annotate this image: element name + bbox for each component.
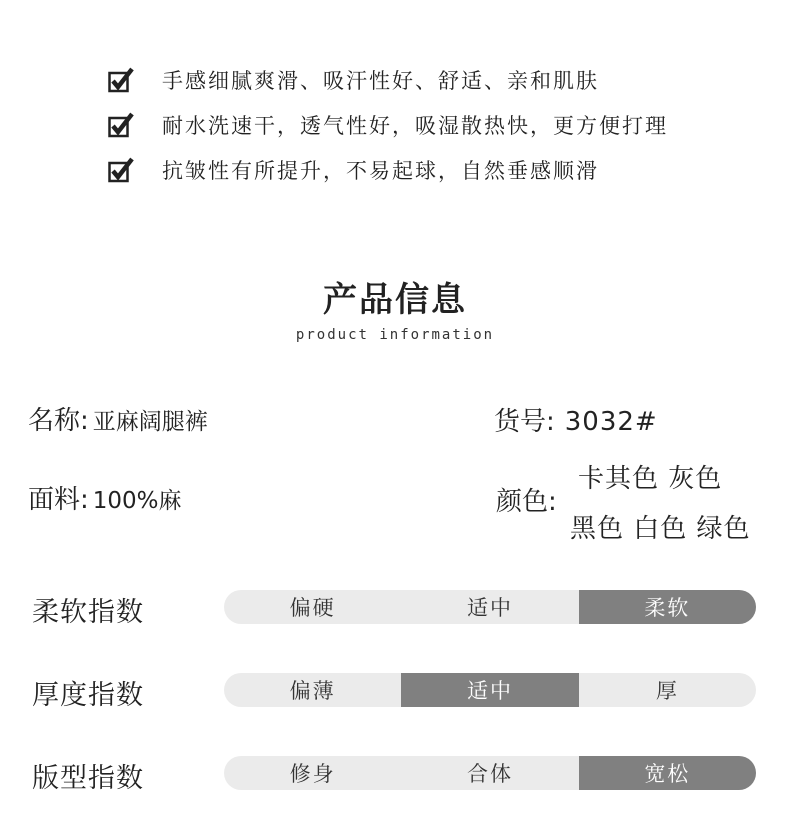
thickness-option-selected: 适中 xyxy=(401,673,578,707)
softness-label: 柔软指数 xyxy=(32,597,144,628)
feature-list xyxy=(108,57,668,192)
softness-option: 偏硬 xyxy=(289,596,336,620)
check-icon xyxy=(108,67,134,93)
fit-scale xyxy=(224,756,756,790)
product-colors-line2: 黑色 白色 绿色 xyxy=(570,514,751,544)
thickness-option: 厚 xyxy=(655,679,679,703)
product-sku xyxy=(494,401,658,438)
thickness-option: 偏薄 xyxy=(289,679,336,703)
feature-text: 耐水洗速干，透气性好，吸湿散热快，更方便打理 xyxy=(162,113,668,138)
check-icon xyxy=(108,112,134,138)
feature-text: 手感细腻爽滑、吸汗性好、舒适、亲和肌肤 xyxy=(162,68,599,93)
product-fabric-label: 面料: xyxy=(28,485,89,515)
feature-item xyxy=(108,147,668,192)
feature-item xyxy=(108,57,668,102)
fit-option-selected: 宽松 xyxy=(579,756,756,790)
product-color-label: 颜色: xyxy=(496,487,557,517)
product-name-label: 名称: xyxy=(28,406,89,436)
feature-text: 抗皱性有所提升，不易起球，自然垂感顺滑 xyxy=(162,158,599,183)
fit-label: 版型指数 xyxy=(32,763,144,794)
product-fabric-value: 100%麻 xyxy=(92,488,182,514)
thickness-label: 厚度指数 xyxy=(32,680,144,711)
feature-item xyxy=(108,102,668,147)
softness-option: 适中 xyxy=(466,596,513,620)
section-subtitle: product information xyxy=(295,327,495,343)
section-title: 产品信息 xyxy=(323,280,467,320)
softness-scale xyxy=(224,590,756,624)
product-name-value: 亚麻阔腿裤 xyxy=(92,409,208,435)
fit-option: 修身 xyxy=(289,762,336,786)
product-fabric xyxy=(28,479,182,516)
product-name xyxy=(28,400,208,437)
check-icon xyxy=(108,157,134,183)
product-sku-value: 3032# xyxy=(564,407,658,437)
product-colors-line1: 卡其色 灰色 xyxy=(578,464,723,494)
product-sku-label: 货号: xyxy=(494,407,555,437)
softness-option-selected: 柔软 xyxy=(579,590,756,624)
fit-option: 合体 xyxy=(466,762,513,786)
thickness-scale xyxy=(224,673,756,707)
